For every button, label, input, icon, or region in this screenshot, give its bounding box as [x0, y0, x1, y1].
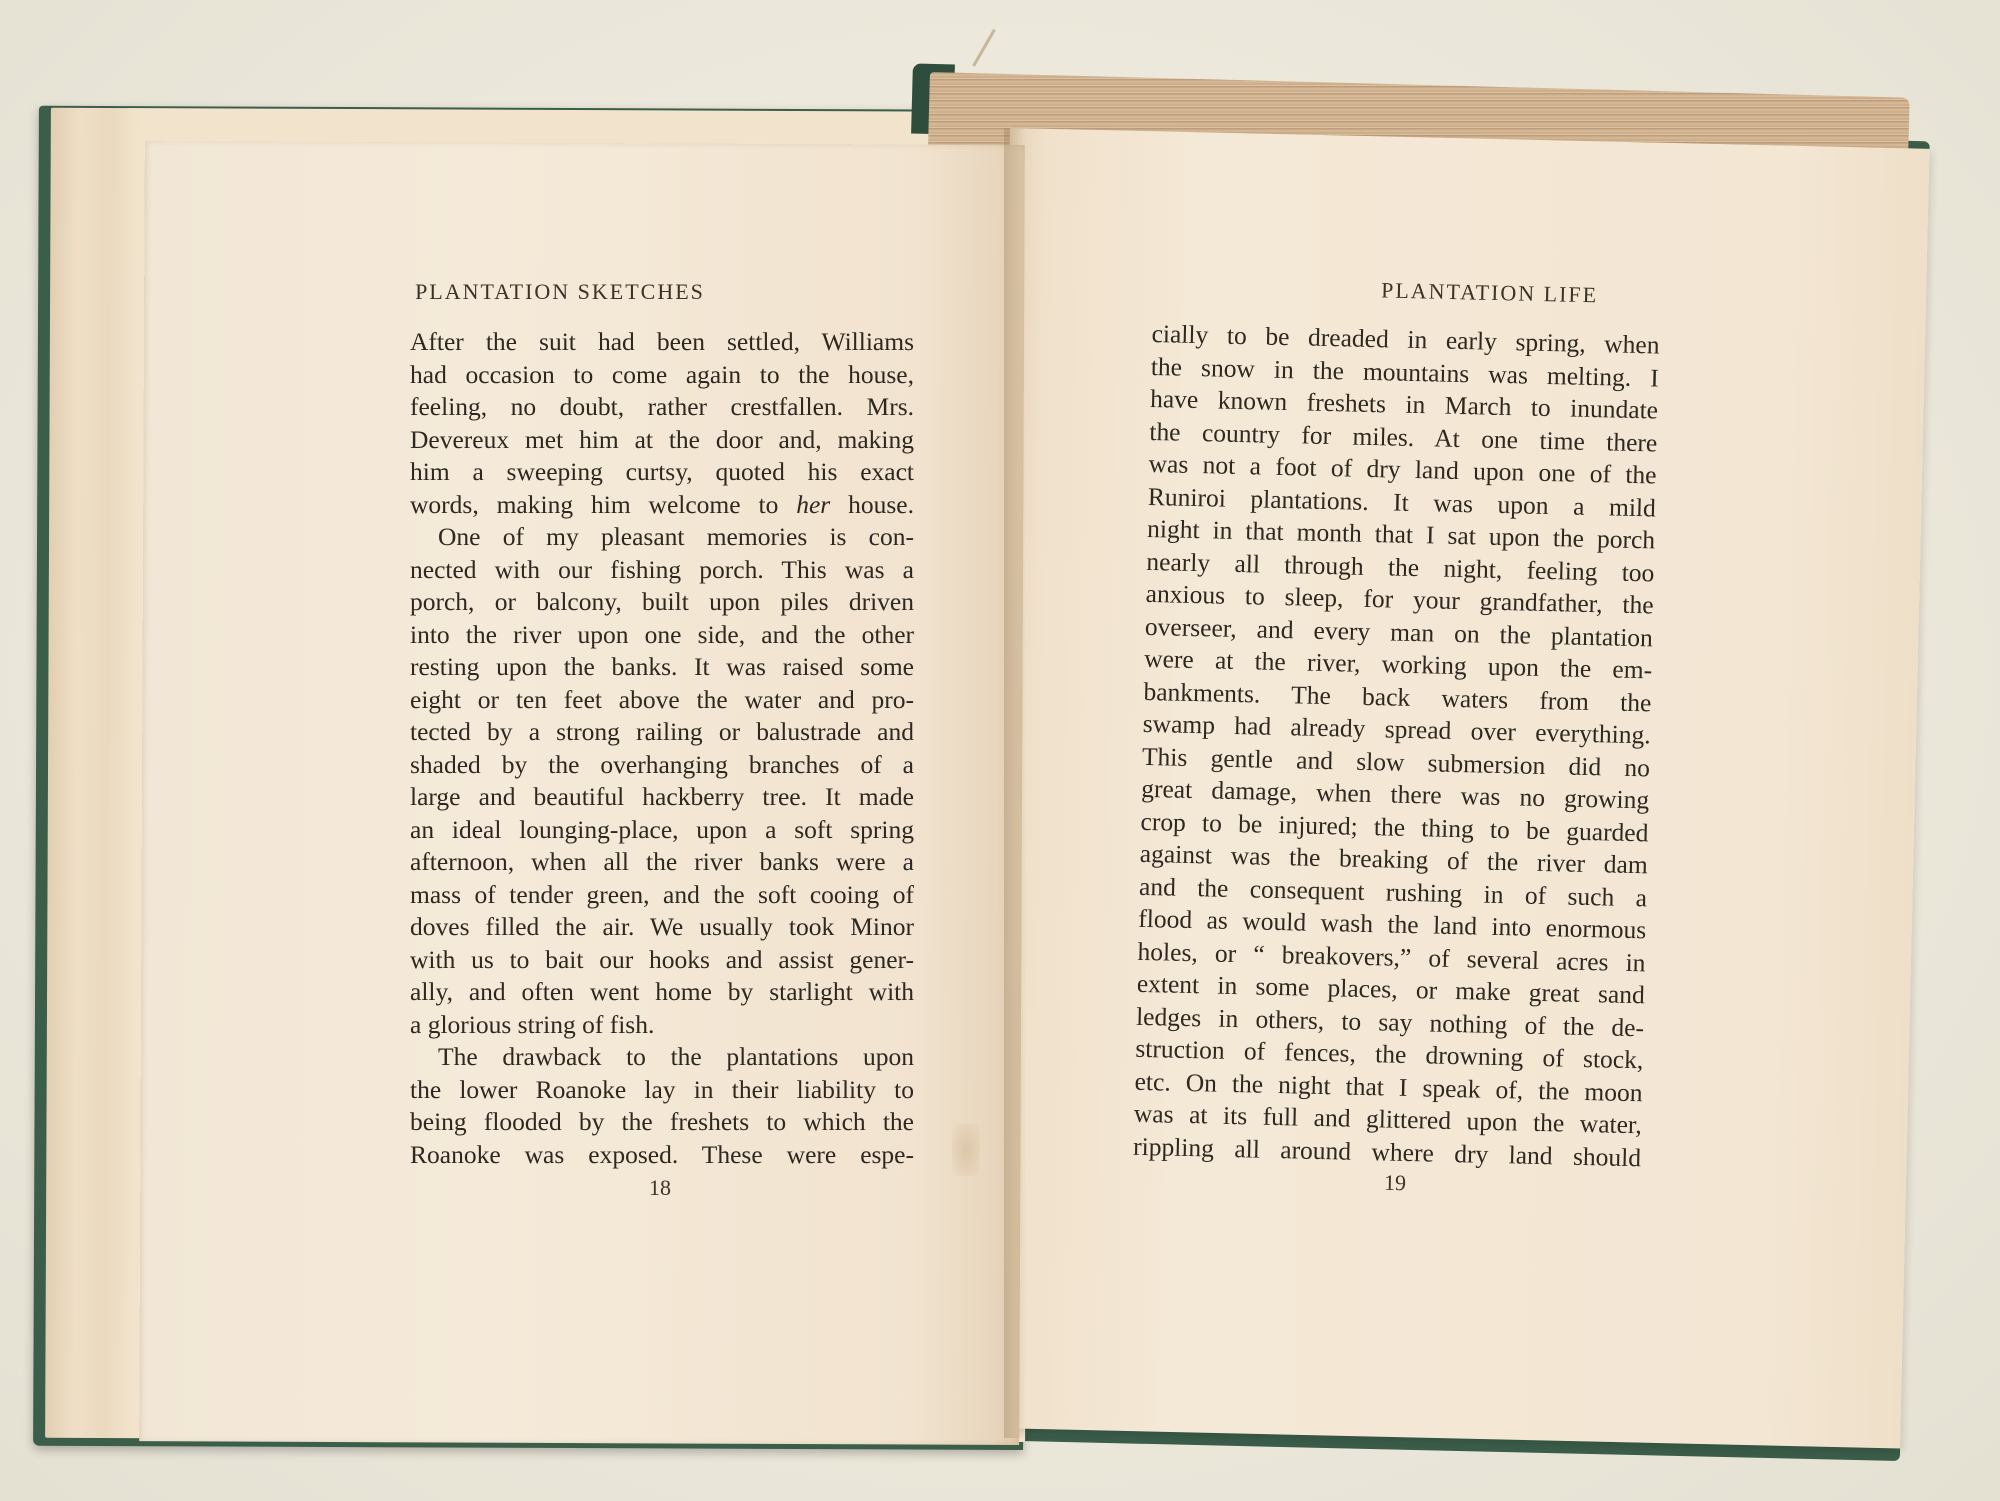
text-line: large and beautiful hackberry tree. It made [410, 782, 914, 811]
text-line: into the river upon one side, and the other [410, 619, 914, 649]
text-line: bankments. The back waters from the [1143, 676, 1652, 717]
text-line: One of my pleasant memories is con- [438, 522, 914, 551]
right-page-text [1133, 318, 1660, 1174]
text-line: Runiroi plantations. It was upon a mild [1147, 481, 1657, 522]
text-line: the snow in the mountains was melting. I [1150, 351, 1660, 393]
gutter-shadow [1004, 128, 1026, 1438]
text-line: ledges in others, to say nothing of the de- [1135, 1001, 1645, 1042]
text-line: eight or ten feet above the water and pro- [410, 684, 914, 714]
text-line: were at the river, working upon the em- [1143, 643, 1653, 685]
text-line: flood as would wash the land into enormous [1138, 903, 1647, 945]
text-line: rippling all around where dry land should [1132, 1131, 1642, 1172]
text-line: shaded by the overhanging branches of a [410, 749, 914, 779]
right-page-number: 19 [1383, 1169, 1407, 1196]
text-line: great damage, when there was no growing [1140, 773, 1650, 815]
text-line: against was the breaking of the river dam [1139, 838, 1649, 880]
text-fragment: house. [830, 489, 914, 519]
left-page-number: 18 [649, 1175, 671, 1200]
text-line: The drawback to the plantations upon [438, 1042, 914, 1071]
text-line: Devereux met him at the door and, making [410, 424, 914, 454]
left-running-head: PLANTATION SKETCHES [415, 279, 705, 304]
text-line: had occasion to come again to the house, [410, 359, 914, 389]
text-line: nearly all through the night, feeling too [1146, 546, 1655, 587]
text-line: After the suit had been settled, Williams [410, 327, 914, 356]
text-line: and the consequent rushing in of such a [1138, 871, 1648, 912]
text-line: crop to be injured; the thing to be guarded [1140, 806, 1649, 847]
text-line: Roanoke was exposed. These were espe- [410, 1139, 914, 1169]
text-line: anxious to sleep, for your grandfather, the [1145, 578, 1654, 620]
text-line: him a sweeping curtsy, quoted his exact [410, 457, 914, 486]
left-page-text [410, 326, 914, 1171]
text-line: porch, or balcony, built upon piles driven [410, 587, 914, 616]
text-line: a glorious string of fish. [410, 1009, 655, 1039]
text-line: ally, and often went home by starlight with [410, 977, 914, 1006]
right-running-head: PLANTATION LIFE [1380, 277, 1599, 308]
text-line-with-emphasis [410, 489, 914, 522]
text-line: was at its full and glittered upon the water, [1133, 1098, 1643, 1140]
page-smudge [952, 1124, 980, 1176]
text-line: struction of fences, the drowning of stock, [1135, 1033, 1644, 1075]
text-line: the country for miles. At one time there [1149, 416, 1658, 457]
emphasis-word: her [796, 489, 831, 519]
text-line: This gentle and slow submersion did no [1141, 741, 1651, 782]
text-line: swamp had already spread over everything. [1142, 708, 1651, 750]
text-line: doves filled the air. We usually took Minor [410, 912, 914, 941]
text-line: mass of tender green, and the soft cooing of [410, 879, 914, 909]
text-line: the lower Roanoke lay in their liability to [410, 1074, 914, 1104]
text-line: extent in some places, or make great sand [1136, 968, 1646, 1010]
text-line: an ideal lounging-place, upon a soft spring [410, 814, 914, 844]
text-fragment: words, making him welcome to [410, 489, 797, 519]
text-line: cially to be dreaded in early spring, when [1151, 318, 1660, 360]
text-line: nected with our fishing porch. This was a [410, 554, 914, 584]
text-line: holes, or “ breakovers,” of several acres in [1137, 936, 1646, 977]
text-line: resting upon the banks. It was raised some [410, 652, 914, 681]
text-line: afternoon, when all the river banks were a [410, 847, 914, 876]
text-line: night in that month that I sat upon the porch [1146, 513, 1656, 555]
text-line: with us to bait our hooks and assist gener- [410, 944, 914, 974]
text-line: being flooded by the freshets to which the [410, 1107, 914, 1136]
text-line: tected by a strong railing or balustrade and [410, 717, 914, 746]
text-line: overseer, and every man on the plantation [1144, 611, 1654, 652]
text-line: etc. On the night that I speak of, the moon [1134, 1066, 1643, 1107]
text-line: have known freshets in March to inundate [1149, 383, 1659, 425]
text-line: feeling, no doubt, rather crestfallen. Mrs. [410, 392, 914, 421]
text-line: was not a foot of dry land upon one of the [1148, 448, 1657, 490]
